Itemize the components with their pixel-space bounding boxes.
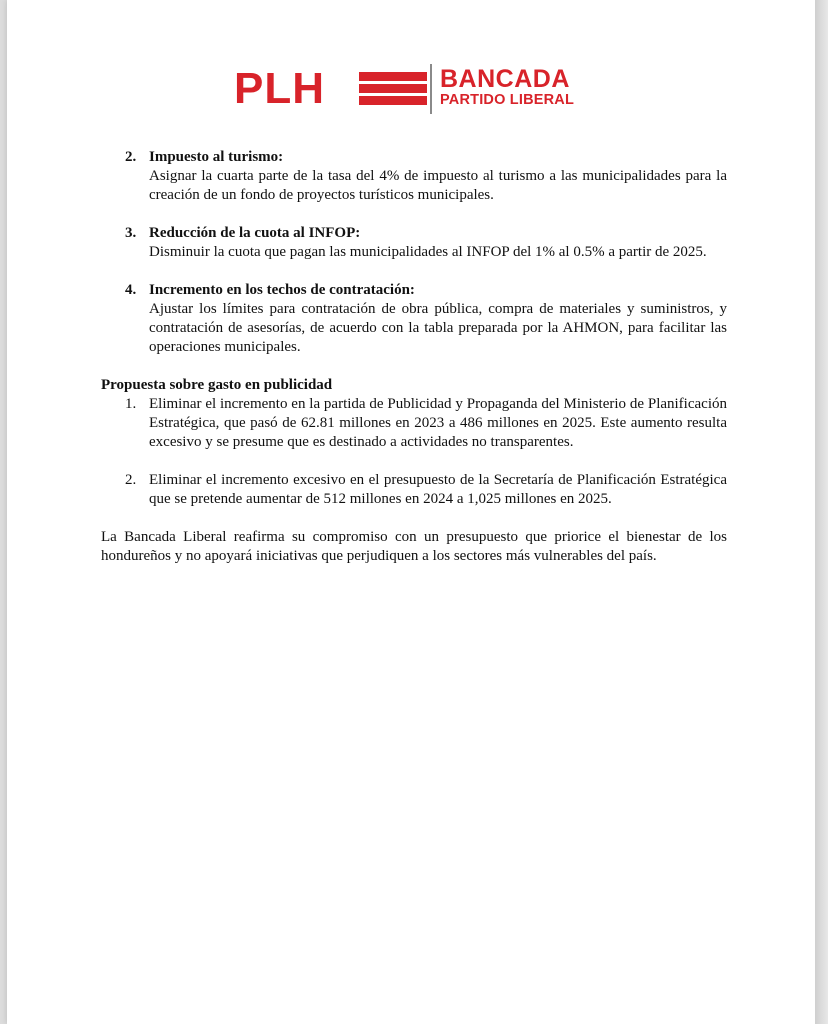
item-body: Disminuir la cuota que pagan las municipalidades al INFOP del 1% al 0.5% a partir de 2025. bbox=[149, 244, 707, 260]
list-item bbox=[101, 281, 727, 357]
item-title: Incremento en los techos de contratación: bbox=[149, 282, 415, 298]
flag-stripes-icon bbox=[359, 72, 449, 106]
item-body: Asignar la cuarta parte de la tasa del 4% de impuesto al turismo a las municipalidades para la creación de un fondo de proyectos turísticos municipales. bbox=[149, 168, 727, 203]
section-title: Propuesta sobre gasto en publicidad bbox=[101, 377, 333, 393]
list-item bbox=[101, 395, 727, 452]
item-body: Ajustar los límites para contratación de obra pública, compra de materiales y suministros, y contratación de asesorías, de acuerdo con la tabla preparada por la AHMON, para facilitar las operaciones municipales. bbox=[149, 301, 727, 355]
page-edge-shadow bbox=[815, 0, 828, 1024]
item-number: 2. bbox=[125, 472, 137, 488]
logo-bancada-text: BANCADA bbox=[440, 65, 570, 93]
document-page bbox=[7, 0, 815, 1024]
document-body bbox=[101, 148, 727, 566]
item-title: Impuesto al turismo: bbox=[149, 149, 284, 165]
list-item bbox=[101, 471, 727, 509]
list-item bbox=[101, 224, 727, 262]
item-body: Eliminar el incremento en la partida de Publicidad y Propaganda del Ministerio de Planificación Estratégica, que pasó de 62.81 millones en 2023 a 486 millones en 2025. Este aumento resulta excesivo y se presume que es destinado a actividades no transparentes. bbox=[149, 396, 727, 450]
item-body: Eliminar el incremento excesivo en el presupuesto de la Secretaría de Planificación Estratégica que se pretende aumentar de 512 millones en 2024 a 1,025 millones en 2025. bbox=[149, 472, 727, 507]
item-number: 4. bbox=[125, 282, 137, 298]
logo-plh-text: PLH bbox=[234, 64, 325, 113]
item-number: 3. bbox=[125, 225, 137, 241]
item-number: 2. bbox=[125, 149, 137, 165]
item-number: 1. bbox=[125, 396, 137, 412]
item-title: Reducción de la cuota al INFOP: bbox=[149, 225, 361, 241]
logo-divider bbox=[430, 64, 432, 114]
bancada-logo bbox=[234, 64, 614, 116]
list-item bbox=[101, 148, 727, 205]
logo-partido-text: PARTIDO LIBERAL bbox=[440, 92, 575, 108]
closing-paragraph: La Bancada Liberal reafirma su compromiso con un presupuesto que priorice el bienestar de los hondureños y no apoyará iniciativas que perjudiquen a los sectores más vulnerables del país. bbox=[101, 529, 727, 564]
